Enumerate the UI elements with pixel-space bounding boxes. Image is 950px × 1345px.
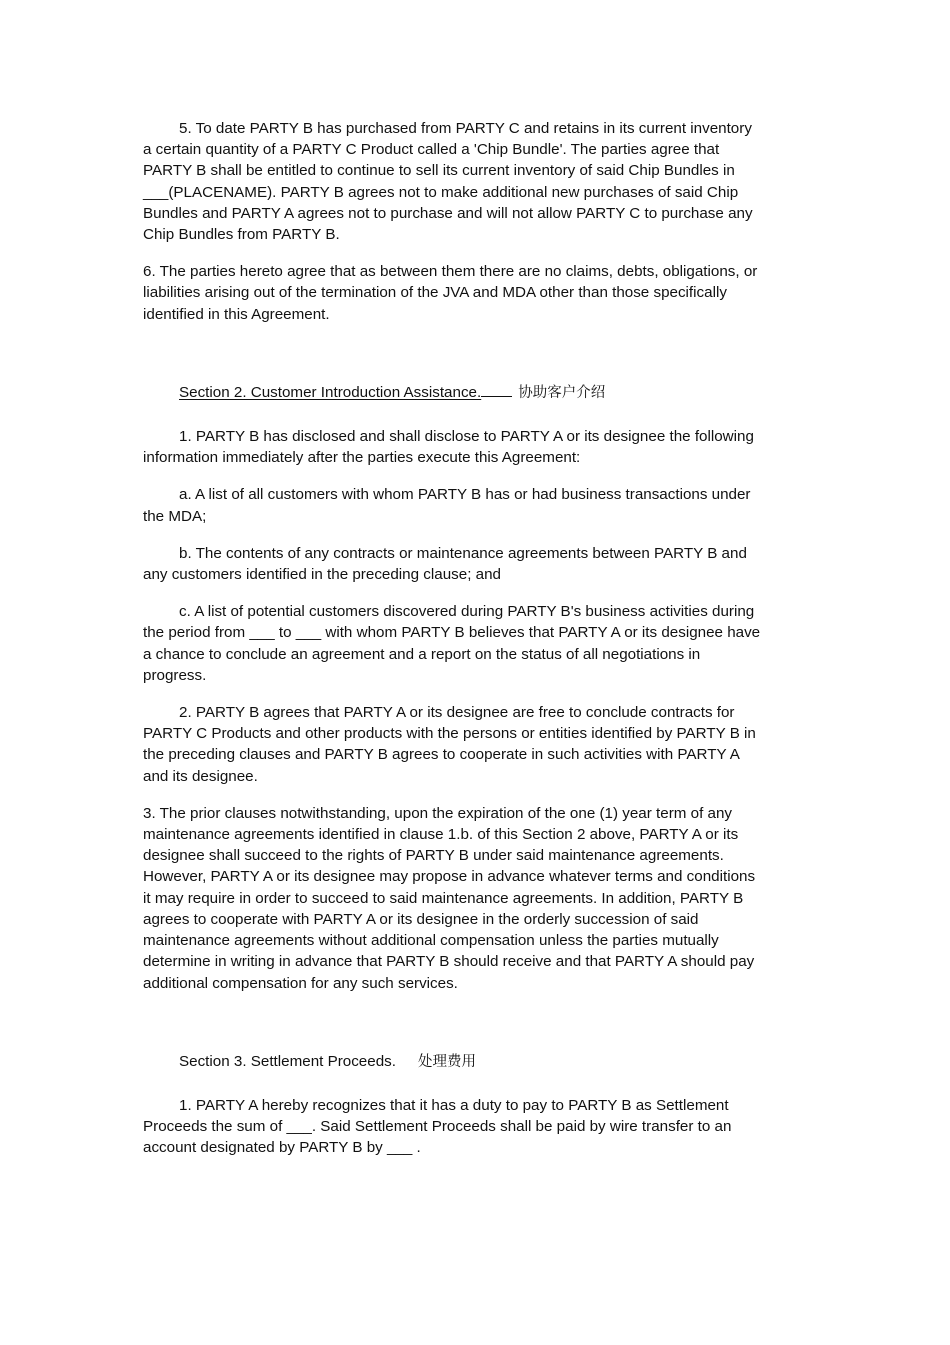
section-3-title-cn: 处理费用 [417, 1053, 476, 1070]
section-3-clause-1: 1. PARTY A hereby recognizes that it has a duty to pay to PARTY B as Settlement Proceeds the sum of ___. Said Settlement Proceeds shall be paid by wire transfer to an account designated by PARTY B by ___ . [143, 1096, 732, 1157]
section-3-title: Section 3. Settlement Proceeds. [179, 1052, 396, 1070]
section-2-clause-1a: a. A list of all customers with whom PARTY B has or had business transactions under the MDA; [143, 486, 751, 525]
section-2-clause-1: 1. PARTY B has disclosed and shall disclose to PARTY A or its designee the following information immediately after the parties execute this Agreement: [143, 428, 754, 467]
section-2-title-cn: 协助客户介绍 [518, 384, 606, 401]
section-2-clause-3: 3. The prior clauses notwithstanding, upon the expiration of the one (1) year term of any maintenance agreements identified in clause 1.b. of this Section 2 above, PARTY A or its designee shall succeed to the rights of PARTY B under said maintenance agreements. However, PARTY A or its designee may propose in advance whatever terms and conditions it may require in order to succeed to said maintenance agreements. In addition, PARTY B agrees to cooperate with PARTY A or its designee in the orderly succession of said maintenance agreements without additional compensation unless the parties mutually determine in writing in advance that PARTY B should receive and that PARTY A should pay additional compensation for any such services. [143, 804, 756, 992]
section-2-clause-1b: b. The contents of any contracts or maintenance agreements between PARTY B and any customers identified in the preceding clause; and [143, 544, 747, 584]
section-2-title: Section 2. Customer Introduction Assistance. [179, 383, 482, 401]
section-2-heading [143, 382, 763, 404]
section-3-heading [143, 1051, 763, 1073]
section-2-clause-1c: c. A list of potential customers discovered during PARTY B's business activities during the period from ___ to ___ with whom PARTY B believes that PARTY A or its designee have a chance to conclude an agreement and a report on the status of all negotiations in progress. [143, 603, 761, 684]
section-2-underline-blank [481, 382, 512, 397]
document-page [143, 118, 763, 1159]
clause-6: 6. The parties hereto agree that as between them there are no claims, debts, obligations, or liabilities arising out of the termination of the JVA and MDA other than those specifically identified in this Agreement. [143, 263, 758, 323]
section-2-clause-2: 2. PARTY B agrees that PARTY A or its designee are free to conclude contracts for PARTY C Products and other products with the persons or entities identified by PARTY B in the preceding clauses and PARTY B agrees to cooperate in such activities with PARTY A and its designee. [143, 704, 756, 785]
clause-5: 5. To date PARTY B has purchased from PARTY C and retains in its current inventory a certain quantity of a PARTY C Product called a 'Chip Bundle'. The parties agree that PARTY B shall be entitled to continue to sell its current inventory of said Chip Bundles in ___(PLACENAME). PARTY B agrees not to make additional new purchases of said Chip Bundles and PARTY A agrees not to purchase and will not allow PARTY C to purchase any Chip Bundles from PARTY B. [143, 120, 753, 244]
